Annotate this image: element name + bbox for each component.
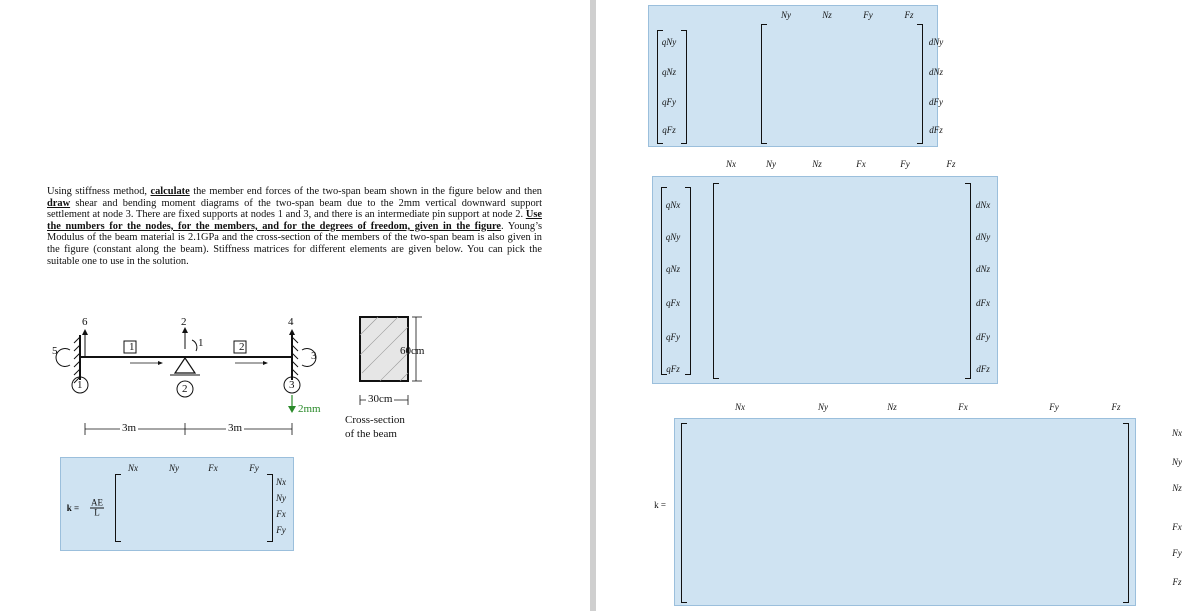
col-label: Nz [812,159,822,169]
text: Using stiffness method, [47,186,151,197]
truss-stiffness-panel [60,457,294,551]
d-label: dFz [976,364,990,374]
height-label: 60cm [400,345,425,357]
bracket [661,187,667,375]
col-label: Ny [169,463,179,473]
row-label: Nz [1172,483,1182,493]
col-label: Fx [208,463,218,473]
dof-label: 5 [52,345,58,357]
bracket [657,30,663,144]
beam-stiffness-panel [648,5,944,147]
d-label: dNz [928,67,944,77]
row-label: Fz [1172,577,1182,587]
d-label: dFx [976,298,990,308]
text: . Young’s Modulus of the beam material is 2.1GPa and the cross-section of the members of the two-span beam is also given in the figure (constant along the beam). Stiffness matrices for different elements are given below. You can pick the suitable one to use in the solution. [47,220,543,267]
col-label: Nx [726,159,736,169]
row-label: Ny [1172,457,1182,467]
col-label: Nx [128,463,138,473]
bracket [681,423,687,603]
row-label: qNy [661,37,677,47]
row-label: Fy [1172,548,1182,558]
row-label: qNy [665,232,681,242]
bracket [761,24,767,144]
dof-label: 2 [181,316,187,328]
dof-label: 3 [311,350,317,362]
emph-calculate: calculate [150,186,190,197]
row-label: Fx [1172,522,1182,532]
row-label: Nx [276,477,286,487]
col-label: Ny [781,10,791,20]
dof-label: 4 [288,316,294,328]
node-label: 3 [289,379,295,391]
row-label: Ny [276,493,286,503]
left-page [0,0,590,611]
d-label: dNy [928,37,944,47]
beam-figure [30,305,470,475]
col-label: Fx [958,402,968,412]
problem-statement [47,186,542,267]
row-label: qNz [661,67,677,77]
bracket [267,474,273,542]
text: shear and bending moment diagrams of the two-span beam due to the 2mm vertical downward support settlement at node 3. There are fixed supports at nodes 1 and 3, and there is an intermediate pin support at node 2. [47,197,542,221]
bracket [965,183,971,379]
col-label: Ny [766,159,776,169]
row-label: qNx [665,200,681,210]
row-label: qFy [662,97,676,107]
row-label: qNz [665,264,681,274]
bracket [917,24,923,144]
row-label: qFz [666,364,680,374]
cross-section-label: Cross-section [345,414,405,426]
col-label: Nx [735,402,745,412]
bracket [685,187,691,375]
k-label: k = [654,500,666,510]
node-label: 2 [182,383,188,395]
row-label: Fx [276,509,286,519]
d-label: dNz [975,264,991,274]
bracket [681,30,687,144]
general-stiffness-panel [674,418,1136,606]
width-label: 30cm [368,393,393,405]
member-label: 1 [129,341,135,353]
dof-label: 1 [198,337,204,349]
ae-over-l [90,499,104,518]
ae: AE [91,497,103,508]
col-label: Ny [818,402,828,412]
node-label: 1 [77,379,83,391]
member-label: 2 [239,341,245,353]
d-label: dFy [929,97,943,107]
col-label: Fz [1111,402,1121,412]
row-label: qFy [666,332,680,342]
emph-use: Use the numbers for the nodes, for the members, and for the degrees of freedom, given in the figure [47,209,542,232]
col-label: Fy [900,159,910,169]
d-label: dFz [929,125,943,135]
col-label: Nz [887,402,897,412]
text: the member end forces of the two-span beam shown in the figure below and then [189,186,542,197]
row-label: Fy [276,525,286,535]
col-label: Fx [856,159,866,169]
emph-draw: draw [47,197,71,209]
bracket [115,474,121,542]
dof-label: 6 [82,316,88,328]
col-label: Fy [249,463,259,473]
k-label: k = [66,503,80,513]
right-page [596,0,1191,611]
frame-stiffness-panel [652,176,998,384]
l: L [94,507,100,518]
col-label: Fz [904,10,914,20]
col-label: Fz [946,159,956,169]
d-label: dFy [976,332,990,342]
row-label: qFz [662,125,676,135]
d-label: dNy [975,232,991,242]
settlement-label: 2mm [298,403,321,415]
col-label: Fy [1049,402,1059,412]
col-label: Fy [863,10,873,20]
row-label: qFx [666,298,680,308]
bracket [1123,423,1129,603]
span-label: 3m [122,422,137,434]
row-label: Nx [1172,428,1182,438]
span-label: 3m [228,422,243,434]
cross-section-label: of the beam [345,428,397,440]
bracket [713,183,719,379]
col-label: Nz [822,10,832,20]
d-label: dNx [975,200,991,210]
